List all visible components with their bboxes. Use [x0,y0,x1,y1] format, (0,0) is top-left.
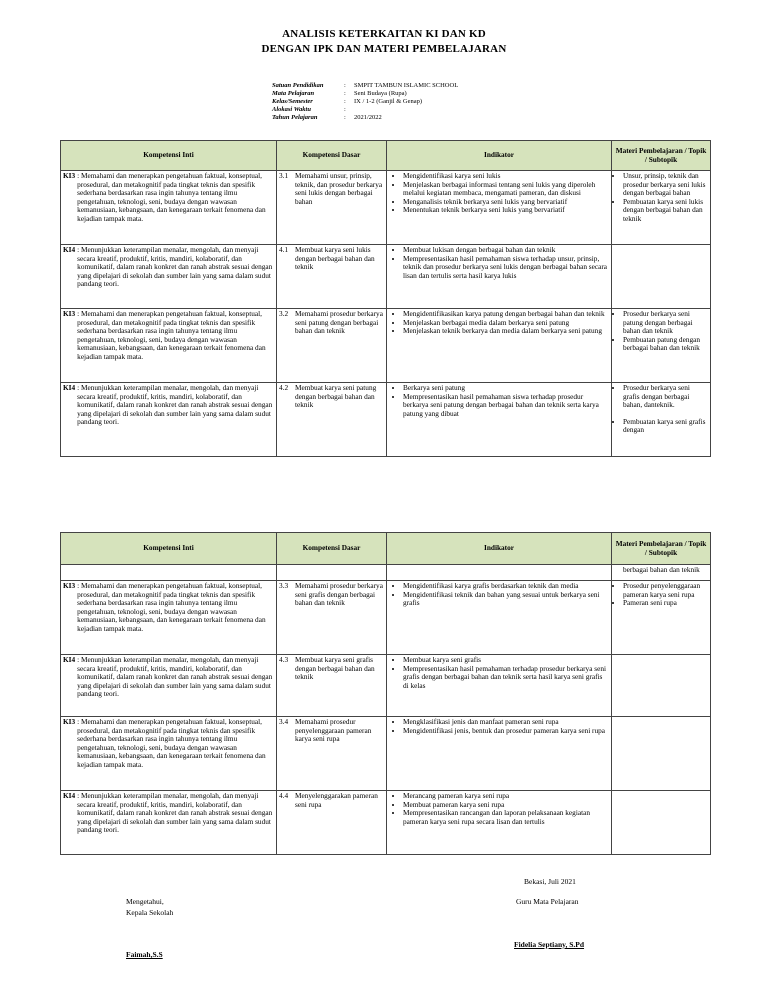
list-item: • Membuat lukisan dengan berbagai bahan dan teknik [403,246,609,255]
col-kd: Kompetensi Dasar [277,141,387,171]
list-item: • Mempresentasikan rancangan dan laporan pelaksanaan kegiatan pameran karya seni rupa secara lisan dan tertulis [403,809,609,826]
list-item: • Mengidentifikasikan karya patung dengan berbagai bahan dan teknik [403,310,609,319]
table-row: KI4 : Menunjukkan keterampilan menalar, mengolah, dan menyaji secara kreatif, produktif, kritis, mandiri, kolaboratif, dan komunikatif, dalam ranah konkret dan ranah abstrak sesuai dengan yang dipelajari di sekolah dan sumber lain yang sama dalam sudut pandang teori. 4.2 Membuat karya seni patung dengan berbagai bahan dan teknik • Berkarya seni patung • Mempresentasikan hasil pemahaman siswa terhadap prosedur berkarya seni patung dengan berbagai bahan dan teknik serta karya patung yang dibuat • Prosedur berkarya seni grafis dengan berbagai bahan, danteknik. • Pembuatan karya seni grafis dengan [61,383,711,457]
list-item: • Pembuatan patung dengan berbagai bahan dan teknik [623,336,708,353]
list-item: • Mengidentifikasi karya grafis berdasarkan teknik dan media [403,582,609,591]
meta-row: Tahun Pelajaran : 2021/2022 [272,114,382,121]
list-item: • Mengklasifikasi jenis dan manfaat pameran seni rupa [403,718,609,727]
col-indikator: Indikator [387,141,612,171]
principal-title: Kepala Sekolah [126,908,174,917]
list-item: • Membuat karya seni grafis [403,656,609,665]
teacher-title: Guru Mata Pelajaran [516,897,579,906]
document-subtitle: DENGAN IPK DAN MATERI PEMBELAJARAN [261,43,507,55]
list-item: • Mempresentasikan hasil pemahaman siswa terhadap prosedur berkarya seni patung dengan berbagai bahan dan teknik serta karya patung yang dibuat [403,393,609,419]
list-item: • Prosedur berkarya seni patung dengan berbagai bahan dan teknik [623,310,708,336]
table-header-row [61,533,711,565]
meta-row: Mata Pelajaran : Seni Budaya (Rupa) [272,90,407,97]
table-header-row [61,141,711,171]
list-item: • Unsur, prinsip, teknik dan prosedur berkarya seni lukis dengan berbagai bahan [623,172,708,198]
table-row [61,565,711,581]
meta-row: Satuan Pendidikan : SMPIT TAMBUN ISLAMIC SCHOOL [272,82,459,89]
list-item: • Menentukan teknik berkarya seni lukis yang bervariatif [403,206,609,215]
table-row: KI3 : Memahami dan menerapkan pengetahuan faktual, konseptual, prosedural, dan metakognitif pada tingkat teknis dan spesifik sederhana berdasarkan rasa ingin tahunya tentang ilmu pengetahuan, teknologi, seni, budaya dengan wawasan kemanusiaan, kebangsaan, dan kenegaraan terkait fenomena dan kejadian tampak mata. 3.2 Memahami prosedur berkarya seni patung dengan berbagai bahan dan teknik • Mengidentifikasikan karya patung dengan berbagai bahan dan teknik • Menjelaskan berbagai media dalam berkarya seni patung • Menjelaskan teknik berkarya dan media dalam berkarya seni patung • Prosedur berkarya seni patung dengan berbagai bahan dan teknik • Pembuatan patung dengan berbagai bahan dan teknik [61,309,711,383]
list-item: • Prosedur berkarya seni grafis dengan berbagai bahan, danteknik. [623,384,708,410]
table-row: KI4 : Menunjukkan keterampilan menalar, mengolah, dan menyaji secara kreatif, produktif, kritis, mandiri, kolaboratif, dan komunikatif, dalam ranah konkret dan ranah abstrak sesuai dengan yang dipelajari di sekolah dan sumber lain yang sama dalam sudut pandang teori. 4.4 Menyelenggarakan pameran seni rupa • Merancang pameran karya seni rupa • Membuat pameran karya seni rupa • Mempresentasikan rancangan dan laporan pelaksanaan kegiatan pameran karya seni rupa secara lisan dan tertulis [61,791,711,855]
list-item: • Pameran seni rupa [623,599,708,608]
col-ki: Kompetensi Inti [61,533,277,565]
list-item: • Prosedur penyelenggaraan pameran karya seni rupa [623,582,708,599]
col-materi: Materi Pembelajaran / Topik / Subtopik [612,141,711,171]
list-item: • Menjelaskan berbagai media dalam berkarya seni patung [403,319,609,328]
place-date: Bekasi, Juli 2021 [524,877,576,886]
list-item: • Merancang pameran karya seni rupa [403,792,609,801]
col-kd: Kompetensi Dasar [277,533,387,565]
document-title: ANALISIS KETERKAITAN KI DAN KD [282,28,486,40]
list-item: • Mengidentifikasi karya seni lukis [403,172,609,181]
analysis-table-2 [60,532,711,855]
analysis-table-1 [60,140,711,457]
continuation-text: berbagai bahan dan teknik [612,565,711,581]
col-materi: Materi Pembelajaran / Topik / Subtopik [612,533,711,565]
list-item: • Berkarya seni patung [403,384,609,393]
list-item: • Mempresentasikan hasil pemahaman siswa terhadap unsur, prinsip, teknik dan prosedur berkarya seni lukis dengan berbagai bahan secara lisan dan tertulis serta hasil karya lukis [403,255,609,281]
col-ki: Kompetensi Inti [61,141,277,171]
list-item: • Mempresentasikan hasil pemahaman terhadap prosedur berkarya seni grafis dengan berbagai bahan dan teknik serta hasil karya seni grafis di kelas [403,665,609,691]
meta-info [272,82,458,122]
list-item: • Menjelaskan teknik berkarya dan media dalam berkarya seni patung [403,327,609,336]
meta-row: Kelas/Semester : IX / 1-2 (Ganjil & Genap) [272,98,423,105]
table-row: KI4 : Menunjukkan keterampilan menalar, mengolah, dan menyaji secara kreatif, produktif, kritis, mandiri, kolaboratif, dan komunikatif, dalam ranah konkret dan ranah abstrak sesuai dengan yang dipelajari di sekolah dan sumber lain yang sama dalam sudut pandang teori. 4.1 Membuat karya seni lukis dengan berbagai bahan dan teknik • Membuat lukisan dengan berbagai bahan dan teknik • Mempresentasikan hasil pemahaman siswa terhadap unsur, prinsip, teknik dan prosedur berkarya seni lukis dengan berbagai bahan secara lisan dan tertulis serta hasil karya lukis [61,245,711,309]
col-indikator: Indikator [387,533,612,565]
table-row: KI3 : Memahami dan menerapkan pengetahuan faktual, konseptual, prosedural, dan metakognitif pada tingkat teknis dan spesifik sederhana berdasarkan rasa ingin tahunya tentang ilmu pengetahuan, teknologi, seni, budaya dengan wawasan kemanusiaan, kebangsaan, dan kenegaraan terkait fenomena dan kejadian tampak mata. 3.1 Memahami unsur, prinsip, teknik, dan prosedur berkarya seni lukis dengan berbagai bahan • Mengidentifikasi karya seni lukis • Menjelaskan berbagai informasi tentang seni lukis yang diperoleh melalui kegiatan membaca, mengamati pameran, dan diskusi • Menganalisis teknik berkarya seni lukis yang bervariatif • Menentukan teknik berkarya seni lukis yang bervariatif • Unsur, prinsip, teknik dan prosedur berkarya seni lukis dengan berbagai bahan • Pembuatan karya seni lukis dengan berbagai bahan dan teknik [61,171,711,245]
list-item: • Menganalisis teknik berkarya seni lukis yang bervariatif [403,198,609,207]
list-item: • Pembuatan karya seni grafis dengan [623,418,708,435]
table-row: KI3 : Memahami dan menerapkan pengetahuan faktual, konseptual, prosedural, dan metakognitif pada tingkat teknis dan spesifik sederhana berdasarkan rasa ingin tahunya tentang ilmu pengetahuan, teknologi, seni, budaya dengan wawasan kemanusiaan, kebangsaan, dan kenegaraan terkait fenomena dan kejadian tampak mata. 3.4 Memahami prosedur penyelenggaraan pameran karya seni rupa • Mengklasifikasi jenis dan manfaat pameran seni rupa • Mengidentifikasi jenis, bentuk dan prosedur pameran karya seni rupa [61,717,711,791]
table-row: KI4 : Menunjukkan keterampilan menalar, mengolah, dan menyaji secara kreatif, produktif, kritis, mandiri, kolaboratif, dan komunikatif, dalam ranah konkret dan ranah abstrak sesuai dengan yang dipelajari di sekolah dan sumber lain yang sama dalam sudut pandang teori. 4.3 Membuat karya seni grafis dengan berbagai bahan dan teknik • Membuat karya seni grafis • Mempresentasikan hasil pemahaman terhadap prosedur berkarya seni grafis dengan berbagai bahan dan teknik serta hasil karya seni grafis di kelas [61,655,711,717]
approval-label: Mengetahui, [126,897,164,906]
meta-row: Alokasi Waktu : [272,106,346,113]
list-item: • Menjelaskan berbagai informasi tentang seni lukis yang diperoleh melalui kegiatan membaca, mengamati pameran, dan diskusi [403,181,609,198]
list-item: • Pembuatan karya seni lukis dengan berbagai bahan dan teknik [623,198,708,224]
list-item: • Mengidentifikasi teknik dan bahan yang sesuai untuk berkarya seni grafis [403,591,609,608]
teacher-name: Fidelia Septiany, S.Pd [514,940,585,949]
principal-name: Faimah,S.S [126,950,163,959]
list-item: • Membuat pameran karya seni rupa [403,801,609,810]
list-item: • Mengidentifikasi jenis, bentuk dan prosedur pameran karya seni rupa [403,727,609,736]
table-row: KI3 : Memahami dan menerapkan pengetahuan faktual, konseptual, prosedural, dan metakognitif pada tingkat teknis dan spesifik sederhana berdasarkan rasa ingin tahunya tentang ilmu pengetahuan, teknologi, seni, budaya dengan wawasan kemanusiaan, kebangsaan, dan kenegaraan terkait fenomena dan kejadian tampak mata. 3.3 Memahami prosedur berkarya seni grafis dengan berbagai bahan dan teknik • Mengidentifikasi karya grafis berdasarkan teknik dan media • Mengidentifikasi teknik dan bahan yang sesuai untuk berkarya seni grafis • Prosedur penyelenggaraan pameran karya seni rupa • Pameran seni rupa [61,581,711,655]
